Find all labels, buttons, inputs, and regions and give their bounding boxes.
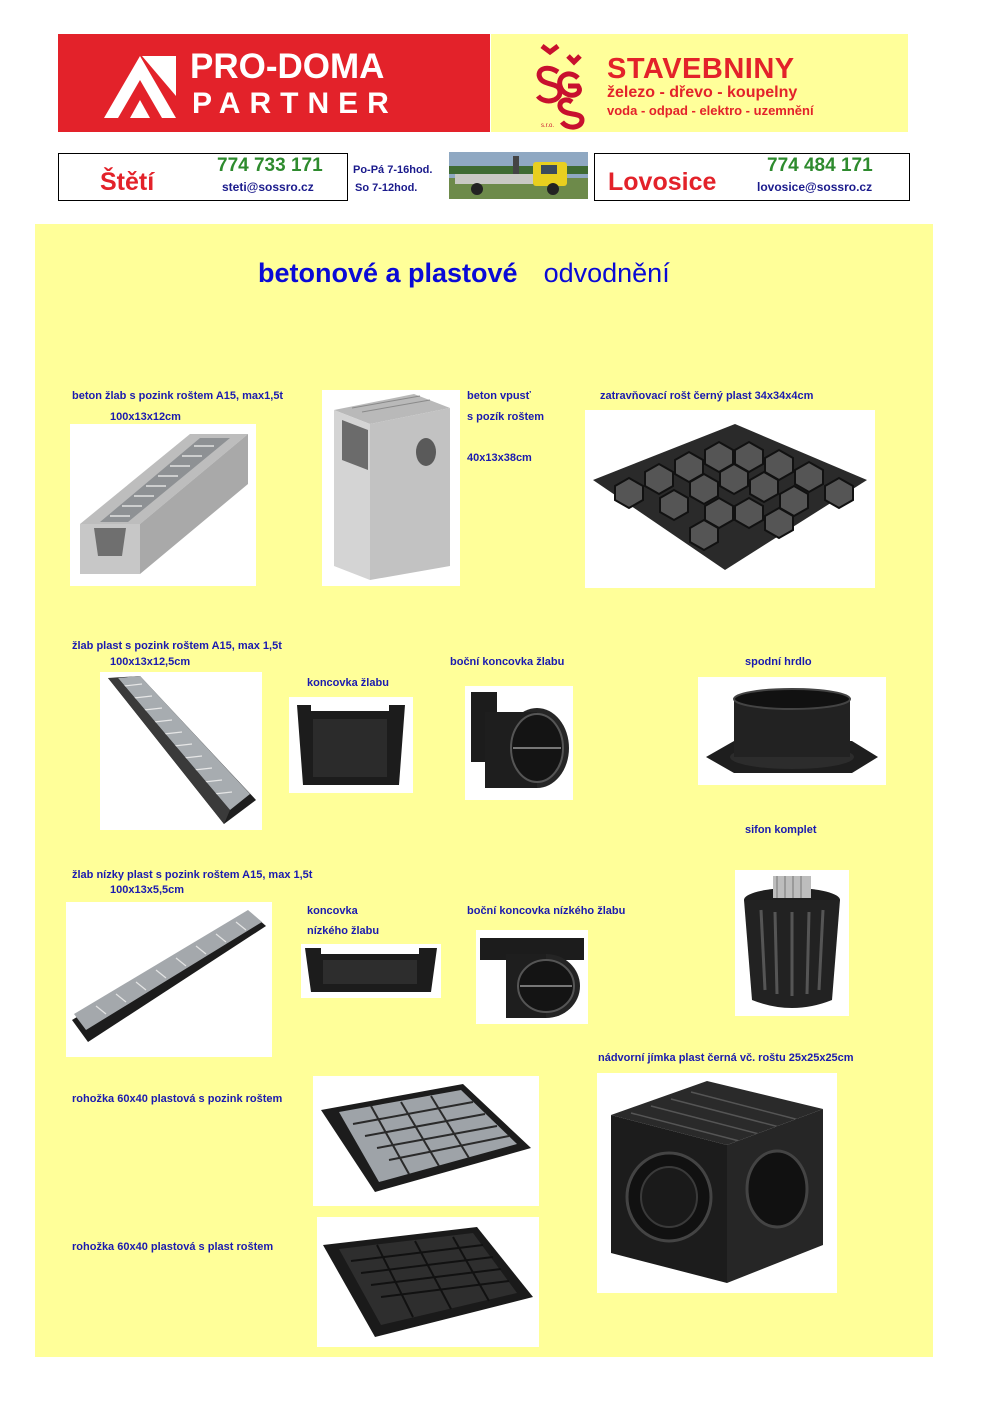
prodoma-logo-icon [104, 56, 176, 118]
koncovka-photo [289, 697, 413, 793]
beton-vpust-size: 40x13x38cm [467, 452, 532, 464]
rohozka-pozink-photo [313, 1076, 539, 1206]
page-title [258, 258, 670, 289]
sro-text: s.r.o. [541, 123, 555, 129]
beton-vpust-label: beton vpusť [467, 390, 531, 402]
bocni-koncovka-nizky-label: boční koncovka nízkého žlabu [467, 905, 626, 917]
sifon-label: sifon komplet [745, 824, 817, 836]
lovosice-phone[interactable]: 774 484 171 [767, 155, 873, 176]
spodni-hrdlo-photo [698, 677, 886, 785]
zlab-plast-photo [100, 672, 262, 830]
zlab-plast-size: 100x13x12,5cm [110, 656, 191, 668]
bocni-koncovka-photo [465, 686, 573, 800]
zlab-plast-label: žlab plast s pozink roštem A15, max 1,5t [72, 640, 282, 652]
zatravnovaci-label: zatravňovací rošt černý plast 34x34x4cm [600, 390, 814, 402]
zlab-nizky-label: žlab nízky plast s pozink roštem A15, max 1,5t [72, 869, 313, 881]
truck-photo [449, 152, 588, 199]
zatravnovaci-photo [585, 410, 875, 588]
jimka-label: nádvorní jímka plast černá vč. roštu 25x25x25cm [598, 1052, 854, 1064]
jimka-photo [597, 1073, 837, 1293]
sifon-photo [735, 870, 849, 1016]
beton-vpust-line2: s pozík roštem [467, 411, 545, 423]
koncovka-label: koncovka žlabu [307, 677, 389, 689]
steti-email[interactable]: steti@sossro.cz [222, 180, 314, 194]
zlab-nizky-photo [66, 902, 272, 1057]
stavebniny-subtitle-2: voda - odpad - elektro - uzemnění [607, 103, 814, 118]
zlab-nizky-size: 100x13x5,5cm [110, 884, 185, 896]
beton-zlab-label: beton žlab s pozink roštem A15, max1,5t [72, 390, 284, 402]
beton-vpust-photo [322, 390, 460, 586]
bocni-koncovka-label: boční koncovka žlabu [450, 656, 565, 668]
bocni-koncovka-nizky-photo [476, 930, 588, 1024]
stavebniny-title: STAVEBNINY [607, 53, 795, 85]
rohozka-plast-label: rohožka 60x40 plastová s plast roštem [72, 1241, 274, 1253]
steti-branch-name: Štětí [100, 168, 155, 196]
lovosice-email[interactable]: lovosice@sossro.cz [757, 180, 873, 194]
spodni-hrdlo-label: spodní hrdlo [745, 656, 812, 668]
lovosice-branch-name: Lovosice [608, 168, 717, 196]
steti-phone[interactable]: 774 733 171 [217, 155, 323, 176]
beton-zlab-size: 100x13x12cm [110, 411, 181, 423]
opening-hours-saturday: So 7-12hod. [355, 182, 418, 194]
rohozka-plast-photo [317, 1217, 539, 1347]
page-title-normal: odvodnění [543, 258, 670, 288]
prodoma-brand-text: PRO-DOMA [190, 47, 385, 86]
koncovka-nizky-label: koncovka [307, 905, 358, 917]
koncovka-nizky-line2: nízkého žlabu [307, 925, 380, 937]
opening-hours-weekday: Po-Pá 7-16hod. [353, 164, 433, 176]
beton-zlab-photo [70, 424, 256, 586]
page-title-bold: betonové a plastové [258, 258, 518, 288]
rohozka-pozink-label: rohožka 60x40 plastová s pozink roštem [72, 1093, 283, 1105]
sos-logo-icon [528, 42, 592, 130]
koncovka-nizky-photo [301, 944, 441, 998]
stavebniny-subtitle-1: železo - dřevo - koupelny [607, 84, 798, 101]
partner-brand-text: PARTNER [192, 87, 398, 120]
